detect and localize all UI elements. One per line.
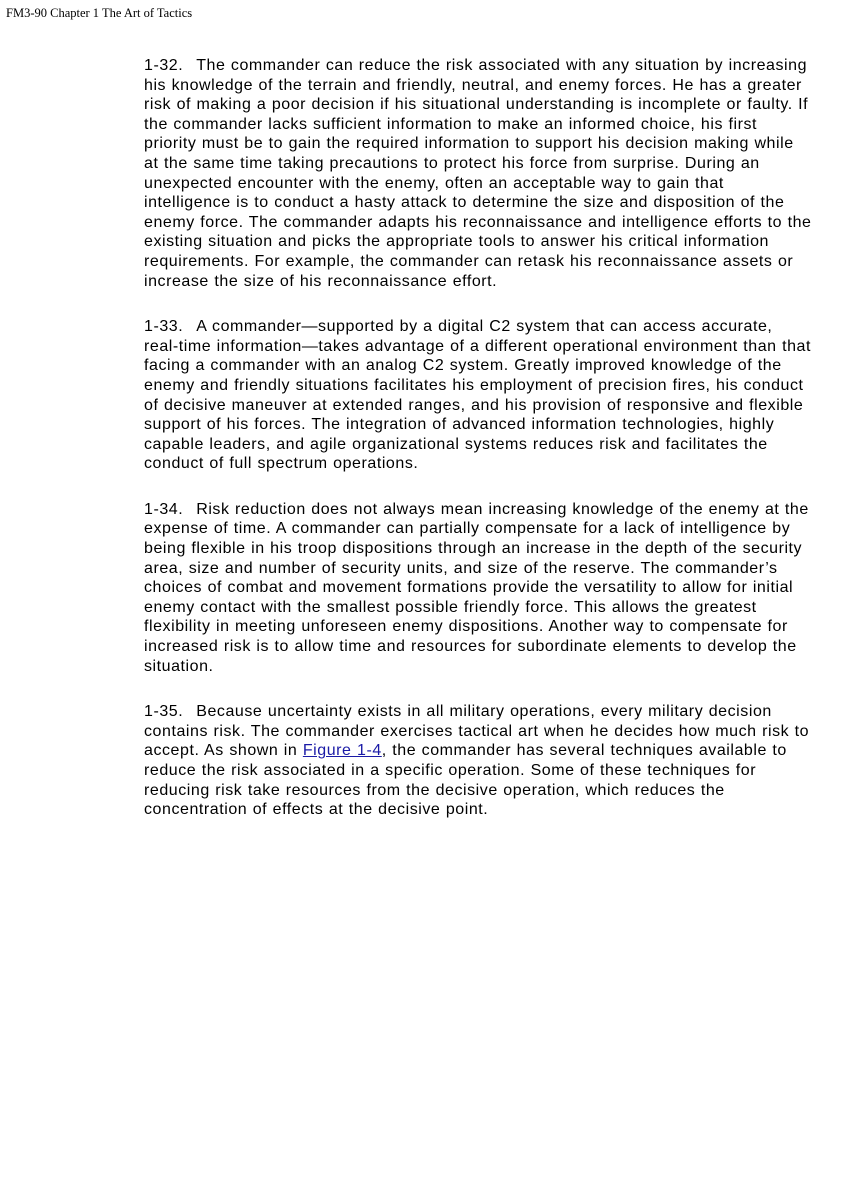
paragraph-text: A commander—supported by a digital C2 system that can access accurate, real-time information—takes advantage of a different operational environment than that facing a commander with an analog C2 system. Greatly improved knowledge of the enemy and friendly situations facilitates his employment of precision fires, his conduct of decisive maneuver at extended ranges, and his provision of responsive and flexible support of his forces. The integration of advanced information technologies, highly capable leaders, and agile organizational systems reduces risk and facilitates the conduct of full spectrum operations. bbox=[144, 318, 811, 473]
running-header: FM3-90 Chapter 1 The Art of Tactics bbox=[6, 6, 193, 20]
paragraph-number: 1-32. bbox=[144, 57, 184, 74]
paragraph-number: 1-35. bbox=[144, 703, 184, 721]
paragraph-text: Risk reduction does not always mean increasing knowledge of the enemy at the expense of time. A commander can partially compensate for a lack of intelligence by being flexible in his troop dispositions through an increase in the depth of the security area, size and number of security units, and size of the reserve. The commander’s choices of combat and movement formations provide the versatility to allow for initial enemy contact with the smallest possible friendly force. This allows the greatest flexibility in meeting unforeseen enemy dispositions. Another way to compensate for increased risk is to allow time and resources for subordinate elements to develop the situation. bbox=[144, 500, 809, 675]
paragraph-1-35 bbox=[144, 702, 812, 820]
paragraph-text-end: , the commander has several techniques available to reduce the risk associated in a specific operation. Some of these techniques for reducing risk take resources from the decisive operation, which reduces the concentration of effects at the decisive point. bbox=[144, 742, 787, 819]
paragraph-number: 1-33. bbox=[144, 318, 184, 336]
paragraph-text-start: Because uncertainty exists in all military operations, every military decision contains risk. The commander exercises tactical art when he decides how much risk to accept. As shown in bbox=[144, 703, 810, 760]
paragraph-1-33 bbox=[144, 317, 812, 474]
paragraph-number: 1-34. bbox=[144, 500, 184, 518]
document-body bbox=[144, 56, 812, 846]
figure-1-4-link[interactable]: Figure 1-4 bbox=[302, 742, 382, 760]
paragraph-1-32 bbox=[144, 56, 812, 291]
paragraph-1-34 bbox=[144, 500, 812, 676]
paragraph-text: The commander can reduce the risk associated with any situation by increasing his knowledge of the terrain and friendly, neutral, and enemy forces. He has a greater risk of making a poor decision if his situational understanding is incomplete or faulty. If the commander lacks sufficient information to make an informed choice, his first priority must be to gain the required information to support his decision making while at the same time taking precautions to protect his force from surprise. During an unexpected encounter with the enemy, often an acceptable way to gain that intelligence is to conduct a hasty attack to determine the size and disposition of the enemy force. The commander adapts his reconnaissance and intelligence efforts to the existing situation and picks the appropriate tools to answer his critical information requirements. For example, the commander can retask his reconnaissance assets or increase the size of his reconnaissance effort. bbox=[144, 57, 812, 290]
